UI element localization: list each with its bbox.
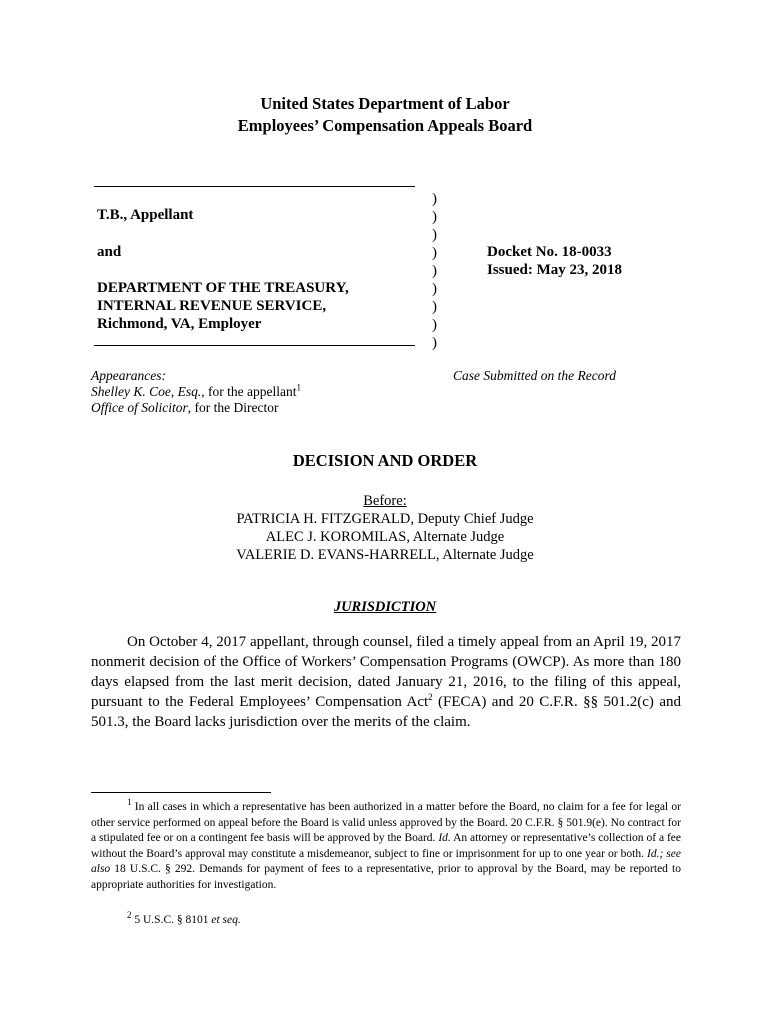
footnote-1-text-b: An attorney or representative’s collection of a fee without the Board’s approval may constitute a misdemeanor, subject to fine or imprisonment for up to one year or both. — [91, 832, 681, 860]
footnote-2-text: 5 U.S.C. § 8101 — [131, 914, 212, 926]
paren-2: ) — [432, 209, 437, 225]
board-title: Employees’ Compensation Appeals Board — [237, 116, 533, 135]
footnote-1-number: 1 — [127, 797, 132, 808]
footnote-1-id-see-also: Id.; see also — [91, 847, 681, 876]
jurisdiction-text-1: On October 4, 2017 appellant, through counsel, filed a timely appeal from an April 19, 2017 nonmerit decision of the Office of Workers’ Compensation Programs (OWCP). As more than 180 days elapsed from the last merit decision, dated January 21, 2016, to the filing of this appeal, pursuant to the Federal Employees’ Compensation Act — [91, 634, 681, 710]
appearances-label: Appearances: — [91, 368, 166, 383]
paren-5: ) — [432, 263, 437, 279]
director-counsel — [91, 400, 278, 416]
employer-line-2: INTERNAL REVENUE SERVICE, — [97, 298, 327, 314]
decision-title: DECISION AND ORDER — [292, 451, 478, 470]
paren-6: ) — [432, 281, 437, 297]
docket-number: Docket No. 18-0033 — [487, 244, 612, 260]
paren-1: ) — [432, 191, 437, 207]
footnote-1 — [91, 797, 681, 894]
judge-1: PATRICIA H. FITZGERALD, Deputy Chief Judge — [236, 511, 534, 527]
employer-line-3: Richmond, VA, Employer — [97, 316, 262, 332]
judge-2: ALEC J. KOROMILAS, Alternate Judge — [265, 529, 505, 545]
counsel-name: Shelley K. Coe, Esq., — [91, 384, 205, 399]
footnote-1-id: Id. — [438, 832, 451, 845]
appellant-counsel — [91, 384, 301, 400]
paren-3: ) — [432, 227, 437, 243]
jurisdiction-text-2: (FECA) and 20 C.F.R. §§ 501.2(c) and 501.3, the Board lacks jurisdiction over the merits of the claim. — [91, 694, 681, 730]
caption-and: and — [97, 244, 122, 260]
paren-7: ) — [432, 299, 437, 315]
paren-8: ) — [432, 317, 437, 333]
footnote-2-number: 2 — [127, 910, 132, 921]
paren-9: ) — [432, 335, 437, 351]
director-office: Office of Solicitor — [91, 400, 188, 415]
footnote-separator — [91, 792, 271, 793]
footnote-2-et-seq: et seq. — [211, 914, 241, 926]
footnote-2 — [91, 910, 681, 929]
footnote-ref-2: 2 — [428, 692, 433, 702]
employer-line-1: DEPARTMENT OF THE TREASURY, — [97, 280, 349, 296]
counsel-role: for the appellant — [204, 384, 297, 399]
jurisdiction-heading: JURISDICTION — [333, 599, 437, 615]
issued-date: Issued: May 23, 2018 — [487, 262, 623, 278]
agency-title: United States Department of Labor — [260, 94, 510, 113]
caption-top-rule — [94, 186, 415, 187]
case-submitted: Case Submitted on the Record — [453, 368, 616, 383]
director-role: , for the Director — [187, 400, 279, 415]
footnote-1-text-a: In all cases in which a representative has been authorized in a matter before the Board, no claim for a fee for legal or other service performed on appeal before the Board is valid unless approved by the Board. 20 C.F.R. § 501.9(e). No contract for a stipulated fee or on a contingent fee basis will be approved by the Board. — [91, 801, 681, 845]
footnote-ref-1: 1 — [296, 382, 301, 393]
judge-3: VALERIE D. EVANS-HARRELL, Alternate Judge — [236, 547, 534, 563]
caption-bottom-rule — [94, 345, 415, 346]
appellant-name: T.B., Appellant — [97, 207, 194, 223]
paren-4: ) — [432, 245, 437, 261]
footnote-1-text-c: 18 U.S.C. § 292. Demands for payment of fees to a representative, prior to approval by the Board, may be reported to appropriate authorities for investigation. — [91, 863, 681, 891]
jurisdiction-paragraph — [91, 632, 681, 732]
before-label: Before: — [363, 493, 407, 509]
